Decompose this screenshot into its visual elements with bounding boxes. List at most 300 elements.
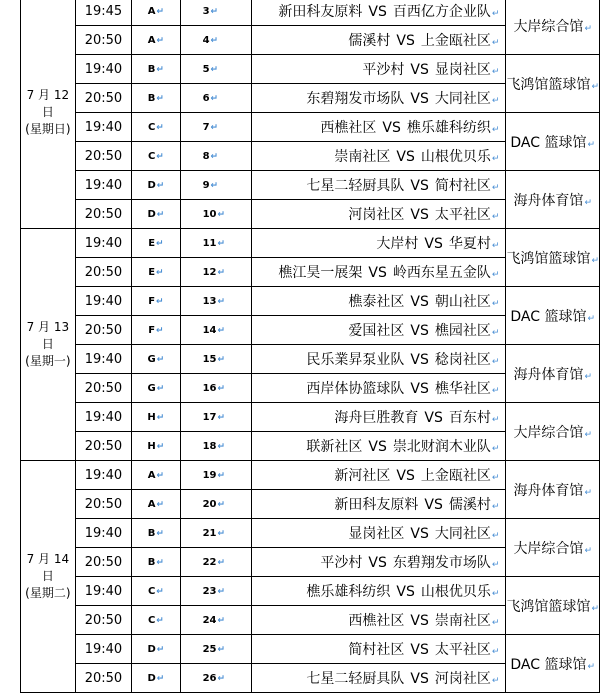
schedule-table xyxy=(20,0,600,693)
group-cell xyxy=(132,548,180,577)
game-number-cell xyxy=(180,374,251,403)
group-value: G xyxy=(147,353,156,365)
home-team: 大岸村 xyxy=(376,236,419,252)
matchup-cell xyxy=(252,635,506,664)
game-number: 11 xyxy=(202,237,217,249)
time-value: 20:50 xyxy=(84,612,123,628)
game-number-cell xyxy=(180,635,251,664)
group-cell xyxy=(132,519,180,548)
return-mark: ↵ xyxy=(217,586,226,597)
game-number-cell xyxy=(180,577,251,606)
time-cell xyxy=(75,664,131,693)
game-number: 24 xyxy=(202,614,217,626)
return-mark: ↵ xyxy=(156,586,164,597)
time-cell xyxy=(75,55,131,84)
home-team: 平沙村 xyxy=(320,555,363,571)
venue-name: 大岸综合馆 xyxy=(513,540,584,557)
venue-name: 海舟体育馆 xyxy=(513,366,584,383)
game-number: 26 xyxy=(202,672,217,684)
venue-name: DAC 篮球馆 xyxy=(510,134,587,151)
matchup-cell xyxy=(252,664,506,693)
game-number: 18 xyxy=(202,440,217,452)
time-value: 19:45 xyxy=(84,3,123,19)
game-number: 21 xyxy=(202,527,217,539)
return-mark: ↵ xyxy=(156,238,164,249)
time-cell xyxy=(75,84,131,113)
game-row xyxy=(21,577,600,606)
return-mark: ↵ xyxy=(491,386,500,396)
home-team: 西岸体协篮球队 xyxy=(306,381,405,397)
time-cell xyxy=(75,345,131,374)
game-number-cell xyxy=(180,142,251,171)
matchup-cell xyxy=(252,519,506,548)
return-mark: ↵ xyxy=(491,357,500,367)
return-mark: ↵ xyxy=(156,209,165,220)
game-number-cell xyxy=(180,229,251,258)
return-mark: ↵ xyxy=(217,499,226,510)
game-number-cell xyxy=(180,606,251,635)
matchup-cell xyxy=(252,200,506,229)
vs-label: VS xyxy=(410,323,429,339)
group-value: D xyxy=(147,672,156,684)
venue-name: 飞鸿馆篮球馆 xyxy=(506,76,591,93)
vs-label: VS xyxy=(410,671,429,687)
venue-cell xyxy=(506,345,600,403)
matchup-cell xyxy=(252,229,506,258)
home-team: 樵泰社区 xyxy=(348,294,405,310)
game-number-cell xyxy=(180,84,251,113)
group-value: F xyxy=(148,324,156,336)
away-team: 上金瓯社区 xyxy=(420,468,491,484)
return-mark: ↵ xyxy=(491,183,500,193)
return-mark: ↵ xyxy=(210,6,219,17)
date-cell xyxy=(21,461,76,693)
game-number: 22 xyxy=(202,556,217,568)
game-number-cell xyxy=(180,55,251,84)
time-cell xyxy=(75,635,131,664)
vs-label: VS xyxy=(410,381,429,397)
game-number-cell xyxy=(180,200,251,229)
home-team: 海舟巨胜教育 xyxy=(334,410,419,426)
group-value: B xyxy=(147,92,156,104)
matchup-cell xyxy=(252,461,506,490)
weekday-label: (星期一) xyxy=(25,354,71,368)
return-mark: ↵ xyxy=(217,267,226,278)
vs-label: VS xyxy=(410,526,429,542)
return-mark: ↵ xyxy=(156,557,164,568)
game-row xyxy=(21,171,600,200)
game-number: 23 xyxy=(202,585,217,597)
time-value: 19:40 xyxy=(84,235,123,251)
game-number-cell xyxy=(180,171,251,200)
game-number-cell xyxy=(180,432,251,461)
return-mark: ↵ xyxy=(156,64,164,75)
home-team: 显岗社区 xyxy=(348,526,405,542)
return-mark: ↵ xyxy=(584,487,592,498)
home-team: 七星二轻厨具队 xyxy=(306,178,405,194)
venue-cell xyxy=(506,171,600,229)
game-number-cell xyxy=(180,258,251,287)
game-number-cell xyxy=(180,403,251,432)
game-number: 19 xyxy=(202,469,217,481)
home-team: 西樵社区 xyxy=(320,120,377,136)
group-cell xyxy=(132,113,180,142)
return-mark: ↵ xyxy=(156,499,165,510)
venue-cell xyxy=(506,635,600,693)
return-mark: ↵ xyxy=(210,93,219,104)
away-team: 大同社区 xyxy=(434,91,491,107)
matchup-cell xyxy=(252,316,506,345)
return-mark: ↵ xyxy=(156,6,165,17)
return-mark: ↵ xyxy=(584,23,592,34)
group-cell xyxy=(132,664,180,693)
time-value: 19:40 xyxy=(84,583,123,599)
game-number: 25 xyxy=(202,643,217,655)
group-cell xyxy=(132,345,180,374)
time-value: 20:50 xyxy=(84,670,123,686)
matchup-cell xyxy=(252,113,506,142)
venue-name: 飞鸿馆篮球馆 xyxy=(506,250,591,267)
return-mark: ↵ xyxy=(584,545,592,556)
home-team: 樵乐雄科纺织 xyxy=(306,584,391,600)
time-cell xyxy=(75,490,131,519)
game-number: 20 xyxy=(202,498,217,510)
group-value: D xyxy=(147,643,156,655)
weekday-label: (星期日) xyxy=(25,122,71,136)
vs-label: VS xyxy=(368,439,387,455)
matchup-cell xyxy=(252,548,506,577)
date-cell xyxy=(21,229,76,461)
home-team: 新河社区 xyxy=(334,468,391,484)
group-value: A xyxy=(147,498,156,510)
time-value: 19:40 xyxy=(84,641,123,657)
game-row xyxy=(21,345,600,374)
away-team: 河岗社区 xyxy=(434,671,491,687)
vs-label: VS xyxy=(382,120,401,136)
group-value: B xyxy=(147,63,156,75)
time-cell xyxy=(75,200,131,229)
vs-label: VS xyxy=(396,584,415,600)
away-team: 东碧翔发市场队 xyxy=(392,555,491,571)
away-team: 樵园社区 xyxy=(434,323,491,339)
home-team: 民乐業昇泵业队 xyxy=(306,352,405,368)
vs-label: VS xyxy=(368,4,387,20)
return-mark: ↵ xyxy=(591,255,599,266)
return-mark: ↵ xyxy=(156,615,164,626)
game-row xyxy=(21,55,600,84)
return-mark: ↵ xyxy=(210,122,219,133)
game-number: 9 xyxy=(202,179,210,191)
time-cell xyxy=(75,229,131,258)
matchup-cell xyxy=(252,345,506,374)
return-mark: ↵ xyxy=(156,354,165,365)
time-cell xyxy=(75,142,131,171)
home-team: 七星二轻厨具队 xyxy=(306,671,405,687)
vs-label: VS xyxy=(410,178,429,194)
time-cell xyxy=(75,577,131,606)
away-team: 太平社区 xyxy=(434,207,491,223)
away-team: 朝山社区 xyxy=(434,294,491,310)
return-mark: ↵ xyxy=(584,429,592,440)
game-row xyxy=(21,461,600,490)
time-cell xyxy=(75,403,131,432)
matchup-cell xyxy=(252,0,506,26)
group-cell xyxy=(132,432,180,461)
return-mark: ↵ xyxy=(491,676,500,686)
home-team: 樵江昊一展架 xyxy=(278,265,363,281)
group-cell xyxy=(132,316,180,345)
vs-label: VS xyxy=(410,207,429,223)
return-mark: ↵ xyxy=(210,180,219,191)
return-mark: ↵ xyxy=(156,325,164,336)
time-cell xyxy=(75,432,131,461)
return-mark: ↵ xyxy=(591,603,599,614)
game-number-cell xyxy=(180,316,251,345)
away-team: 太平社区 xyxy=(434,642,491,658)
group-cell xyxy=(132,490,180,519)
game-number: 10 xyxy=(202,208,217,220)
venue-cell xyxy=(506,461,600,519)
vs-label: VS xyxy=(396,149,415,165)
matchup-cell xyxy=(252,26,506,55)
game-number: 3 xyxy=(202,5,210,17)
group-value: G xyxy=(147,382,156,394)
away-team: 山根优贝乐 xyxy=(420,584,491,600)
away-team: 百东村 xyxy=(448,410,491,426)
date-label: 7 月 12 日 xyxy=(26,88,70,119)
return-mark: ↵ xyxy=(156,93,164,104)
matchup-cell xyxy=(252,606,506,635)
time-value: 20:50 xyxy=(84,148,123,164)
weekday-label: (星期二) xyxy=(25,586,71,600)
time-value: 20:50 xyxy=(84,322,123,338)
game-number: 15 xyxy=(202,353,217,365)
return-mark: ↵ xyxy=(217,209,226,220)
game-number: 6 xyxy=(202,92,210,104)
schedule-body xyxy=(21,0,600,693)
matchup-cell xyxy=(252,432,506,461)
return-mark: ↵ xyxy=(217,615,226,626)
return-mark: ↵ xyxy=(491,444,500,454)
vs-label: VS xyxy=(410,62,429,78)
time-cell xyxy=(75,374,131,403)
return-mark: ↵ xyxy=(210,64,219,75)
venue-cell xyxy=(506,577,600,635)
time-cell xyxy=(75,171,131,200)
date-label: 7 月 13 日 xyxy=(26,320,70,351)
return-mark: ↵ xyxy=(217,354,226,365)
matchup-cell xyxy=(252,287,506,316)
return-mark: ↵ xyxy=(156,528,164,539)
matchup-cell xyxy=(252,258,506,287)
group-value: A xyxy=(147,469,156,481)
away-team: 山根优贝乐 xyxy=(420,149,491,165)
vs-label: VS xyxy=(410,613,429,629)
matchup-cell xyxy=(252,84,506,113)
home-team: 儒溪村 xyxy=(348,33,391,49)
game-number-cell xyxy=(180,519,251,548)
time-value: 20:50 xyxy=(84,380,123,396)
group-cell xyxy=(132,229,180,258)
game-row xyxy=(21,229,600,258)
matchup-cell xyxy=(252,55,506,84)
return-mark: ↵ xyxy=(491,647,500,657)
return-mark: ↵ xyxy=(217,238,226,249)
game-row xyxy=(21,287,600,316)
home-team: 联新社区 xyxy=(306,439,363,455)
return-mark: ↵ xyxy=(217,557,226,568)
return-mark: ↵ xyxy=(217,325,226,336)
game-row xyxy=(21,113,600,142)
group-cell xyxy=(132,287,180,316)
time-value: 20:50 xyxy=(84,438,123,454)
game-number: 14 xyxy=(202,324,217,336)
group-value: B xyxy=(147,556,156,568)
time-value: 19:40 xyxy=(84,351,123,367)
return-mark: ↵ xyxy=(491,589,500,599)
time-cell xyxy=(75,548,131,577)
game-row xyxy=(21,0,600,26)
game-number: 17 xyxy=(202,411,217,423)
venue-name: 大岸综合馆 xyxy=(513,424,584,441)
home-team: 东碧翔发市场队 xyxy=(306,91,405,107)
return-mark: ↵ xyxy=(156,122,164,133)
time-value: 19:40 xyxy=(84,61,123,77)
venue-cell xyxy=(506,519,600,577)
away-team: 稔岗社区 xyxy=(434,352,491,368)
return-mark: ↵ xyxy=(491,415,500,425)
time-value: 19:40 xyxy=(84,525,123,541)
game-number-cell xyxy=(180,461,251,490)
return-mark: ↵ xyxy=(491,212,500,222)
return-mark: ↵ xyxy=(491,38,500,48)
home-team: 崇南社区 xyxy=(334,149,391,165)
home-team: 平沙村 xyxy=(362,62,405,78)
game-number: 5 xyxy=(202,63,210,75)
return-mark: ↵ xyxy=(156,673,165,684)
group-value: A xyxy=(147,5,156,17)
group-cell xyxy=(132,577,180,606)
home-team: 西樵社区 xyxy=(348,613,405,629)
return-mark: ↵ xyxy=(156,383,165,394)
vs-label: VS xyxy=(424,497,443,513)
away-team: 简村社区 xyxy=(434,178,491,194)
away-team: 上金瓯社区 xyxy=(420,33,491,49)
return-mark: ↵ xyxy=(217,441,226,452)
return-mark: ↵ xyxy=(587,139,596,150)
time-cell xyxy=(75,113,131,142)
venue-name: DAC 篮球馆 xyxy=(510,308,587,325)
away-team: 崇南社区 xyxy=(434,613,491,629)
return-mark: ↵ xyxy=(156,470,165,481)
game-number-cell xyxy=(180,548,251,577)
home-team: 爱国社区 xyxy=(348,323,405,339)
return-mark: ↵ xyxy=(156,296,164,307)
game-row xyxy=(21,635,600,664)
time-cell xyxy=(75,287,131,316)
home-team: 新田科友原料 xyxy=(334,497,419,513)
return-mark: ↵ xyxy=(491,531,500,541)
return-mark: ↵ xyxy=(584,197,592,208)
away-team: 樵乐雄科纺织 xyxy=(406,120,491,136)
time-value: 19:40 xyxy=(84,119,123,135)
game-number: 7 xyxy=(202,121,210,133)
game-number-cell xyxy=(180,0,251,26)
vs-label: VS xyxy=(368,265,387,281)
group-cell xyxy=(132,461,180,490)
return-mark: ↵ xyxy=(587,661,596,672)
return-mark: ↵ xyxy=(491,560,500,570)
group-value: E xyxy=(148,237,156,249)
home-team: 河岗社区 xyxy=(348,207,405,223)
return-mark: ↵ xyxy=(591,81,599,92)
time-value: 20:50 xyxy=(84,32,123,48)
matchup-cell xyxy=(252,374,506,403)
group-cell xyxy=(132,606,180,635)
group-value: H xyxy=(147,411,156,423)
game-number: 12 xyxy=(202,266,217,278)
group-cell xyxy=(132,0,180,26)
game-number: 16 xyxy=(202,382,217,394)
return-mark: ↵ xyxy=(217,528,226,539)
group-value: C xyxy=(147,585,156,597)
group-value: D xyxy=(147,208,156,220)
time-cell xyxy=(75,461,131,490)
return-mark: ↵ xyxy=(491,96,500,106)
return-mark: ↵ xyxy=(584,371,592,382)
vs-label: VS xyxy=(424,236,443,252)
matchup-cell xyxy=(252,490,506,519)
game-row xyxy=(21,519,600,548)
return-mark: ↵ xyxy=(156,267,164,278)
matchup-cell xyxy=(252,171,506,200)
away-team: 华夏村 xyxy=(448,236,491,252)
group-value: C xyxy=(147,121,156,133)
game-row xyxy=(21,403,600,432)
group-value: H xyxy=(147,440,156,452)
return-mark: ↵ xyxy=(156,35,165,46)
date-cell xyxy=(21,0,76,229)
away-team: 崇北财润木业队 xyxy=(392,439,491,455)
venue-name: 大岸综合馆 xyxy=(513,18,584,35)
matchup-cell xyxy=(252,142,506,171)
venue-name: 海舟体育馆 xyxy=(513,482,584,499)
group-value: A xyxy=(147,34,156,46)
return-mark: ↵ xyxy=(156,180,165,191)
return-mark: ↵ xyxy=(491,67,500,77)
time-cell xyxy=(75,606,131,635)
return-mark: ↵ xyxy=(217,673,226,684)
game-number-cell xyxy=(180,490,251,519)
venue-cell xyxy=(506,287,600,345)
return-mark: ↵ xyxy=(156,441,165,452)
group-value: D xyxy=(147,179,156,191)
game-number-cell xyxy=(180,345,251,374)
game-number: 4 xyxy=(202,34,210,46)
group-value: F xyxy=(148,295,156,307)
matchup-cell xyxy=(252,403,506,432)
away-team: 樵华社区 xyxy=(434,381,491,397)
venue-cell xyxy=(506,403,600,461)
group-value: B xyxy=(147,527,156,539)
return-mark: ↵ xyxy=(491,154,500,164)
group-cell xyxy=(132,635,180,664)
time-cell xyxy=(75,26,131,55)
time-value: 20:50 xyxy=(84,90,123,106)
game-number: 8 xyxy=(202,150,210,162)
return-mark: ↵ xyxy=(156,412,165,423)
time-value: 20:50 xyxy=(84,264,123,280)
